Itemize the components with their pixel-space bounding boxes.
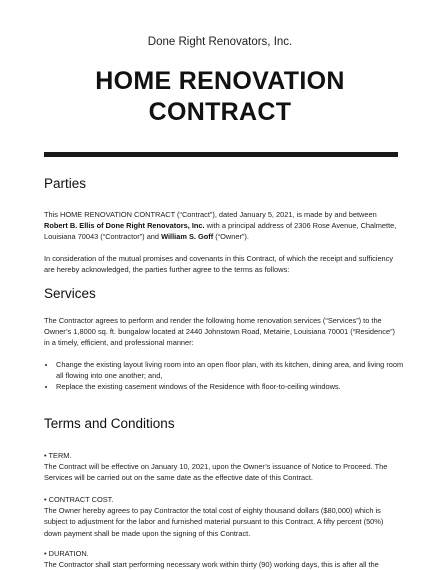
duration-section bbox=[44, 548, 398, 570]
contractor-company: Done Right Renovators, Inc. bbox=[105, 221, 205, 231]
parties-paragraph-2: In consideration of the mutual promises and covenants in this Contract, of which the receipt and sufficiency are hereby acknowledged, the parties further agree to the terms as follows: bbox=[44, 254, 394, 275]
owner-name: William S. Goff bbox=[161, 232, 214, 242]
duration-text: The Contractor shall start performing necessary work within thirty (90) working days, this is after all the bbox=[44, 560, 379, 570]
title-line-1: HOME RENOVATION bbox=[95, 67, 345, 95]
services-list bbox=[44, 359, 410, 393]
parties-heading: Parties bbox=[44, 176, 87, 191]
term-section bbox=[44, 450, 398, 484]
services-paragraph: The Contractor agrees to perform and render the following home renovation services (“Services”) to the Owner’s 1,8000 sq. ft. bungalow located at 2440 Johnstown Road, Metairie, Louisiana 70001 (“Residence”) in a timely, efficient, and professional manner: bbox=[44, 316, 395, 348]
contractor-address-text: with a principal address of 2306 Rose Avenue, Chalmette, Louisiana 70043 (“Contractor”) and bbox=[44, 221, 397, 242]
contractor-name: Robert B. Ellis bbox=[44, 221, 95, 231]
contract-cost-section bbox=[44, 494, 398, 539]
terms-heading: Terms and Conditions bbox=[44, 416, 175, 431]
contract-cost-label: • CONTRACT COST. bbox=[44, 495, 114, 504]
list-item: • Replace the existing casement windows of the Residence with floor-to-ceiling windows. bbox=[56, 381, 410, 392]
duration-label: • DURATION. bbox=[44, 549, 89, 558]
list-item: • Change the existing layout living room into an open floor plan, with its kitchen, dining area, and living room all flowing into one another; and, bbox=[56, 359, 410, 381]
term-text: The Contract will be effective on January 10, 2021, upon the Owner’s issuance of Notice to Proceed. The Services will be carried out on the same date as the effective date of this Contract. bbox=[44, 462, 388, 483]
owner-label-text: (“Owner”). bbox=[213, 232, 249, 242]
document-title bbox=[0, 66, 440, 128]
company-name: Done Right Renovators, Inc. bbox=[147, 36, 293, 48]
services-heading: Services bbox=[44, 286, 96, 301]
title-divider bbox=[44, 152, 398, 157]
parties-paragraph-1 bbox=[44, 209, 398, 243]
parties-intro-text: This HOME RENOVATION CONTRACT (“Contract”), dated January 5, 2021, is made by and between bbox=[44, 210, 377, 219]
of-text: of bbox=[94, 221, 106, 231]
term-label: • TERM. bbox=[44, 451, 72, 460]
contract-cost-text: The Owner hereby agrees to pay Contractor the total cost of eighty thousand dollars ($80,000) which is subject to adjustment for the labor and furnished material pursuant to this Contract. A fifty percent (50%) down payment shall be made upon the signing of this Contract. bbox=[44, 506, 384, 538]
title-line-2: CONTRACT bbox=[148, 98, 292, 126]
